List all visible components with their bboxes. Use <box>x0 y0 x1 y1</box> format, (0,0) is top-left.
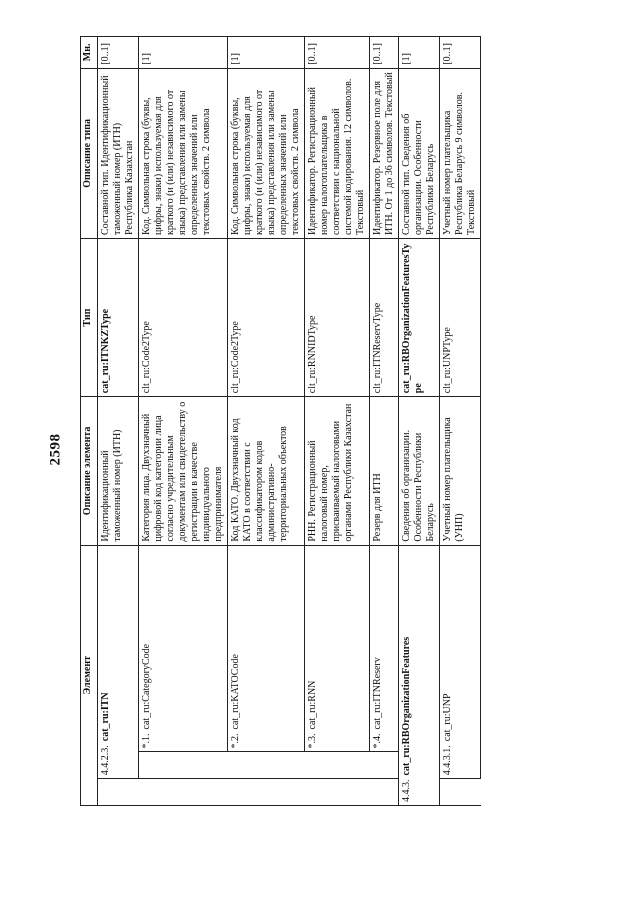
table-row <box>399 37 440 806</box>
type-name: cat_ru:ITNKZType <box>98 239 139 397</box>
multiplicity: [1] <box>139 37 228 69</box>
type-description: Учетный номер плательщика Республика Беларусь 9 символов. Текстовый <box>440 68 481 238</box>
table-row <box>139 37 228 806</box>
type-description: Код. Символьная строка (буквы, цифры, знаки) используемая для краткого (и (или) независимого от языка) представления или замены определенных значений или текстовых свойств. 2 символа <box>139 68 228 238</box>
element-number: 4.4.3. <box>401 779 412 802</box>
indent-cell <box>139 752 228 779</box>
element-cell <box>440 545 481 779</box>
type-name: clt_ru:RNNIDType <box>305 239 370 397</box>
table-header-row <box>81 37 98 806</box>
element-name: cat_ru:ITNReserv <box>372 657 383 730</box>
multiplicity: [0..1] <box>98 37 139 69</box>
element-description: Категория лица. Двухзначный цифровой код категории лица согласно учредительным документам или свидетельству о регистрации в качестве индивидуального предпринимателя <box>139 397 228 545</box>
multiplicity: [1] <box>228 37 305 69</box>
element-description: Код КАТО. Двухзначный код КАТО в соответствии с классификатором кодов административно-территориальных объектов <box>228 397 305 545</box>
rotated-page-area <box>80 36 620 806</box>
element-cell <box>370 545 399 752</box>
element-number: 4.4.2.3. <box>100 745 111 776</box>
table-row <box>305 37 370 806</box>
type-description: Идентификатор. Резервное поле для ИТН. От 1 до 36 символов. Текстовый <box>370 68 399 238</box>
indent-cell <box>370 752 399 779</box>
multiplicity: [0..1] <box>305 37 370 69</box>
multiplicity: [1] <box>399 37 440 69</box>
element-description: Учетный номер плательщика (УНП) <box>440 397 481 545</box>
indent-cell <box>440 779 481 806</box>
indent-cell <box>98 779 139 806</box>
indent-cell <box>305 752 370 779</box>
element-name: cat_ru:KATOCode <box>230 654 241 730</box>
element-name: cat_ru:RBOrganizationFeatures <box>401 636 412 776</box>
element-description: Сведения об организации. Особенности Республики Беларусь <box>399 397 440 545</box>
indent-cell <box>139 779 228 806</box>
multiplicity: [0..1] <box>440 37 481 69</box>
header-multiplicity: Мн. <box>81 37 98 69</box>
element-cell <box>399 545 440 805</box>
table-row <box>228 37 305 806</box>
type-description: Идентификатор. Регистрационный номер налогоплательщика в соответствии с национальной системой кодирования. 12 символов. Текстовый <box>305 68 370 238</box>
element-number: *.4. <box>372 733 383 749</box>
type-description: Составной тип. Идентификационный таможенный номер (ИТН) Республика Казахстан <box>98 68 139 238</box>
element-cell <box>139 545 228 752</box>
header-element: Элемент <box>81 545 98 805</box>
header-type: Тип <box>81 239 98 397</box>
indent-cell <box>370 779 399 806</box>
element-name: cat_ru:UNP <box>442 693 453 742</box>
element-number: 4.4.3.1. <box>442 745 453 776</box>
table-row <box>98 37 139 806</box>
type-description: Составной тип. Сведения об организации. Особенности Республики Беларусь <box>399 68 440 238</box>
element-cell <box>98 545 139 779</box>
page-number: 2598 <box>47 433 64 466</box>
type-name: cat_ru:RBOrganizationFeaturesType <box>399 239 440 397</box>
table-row <box>370 37 399 806</box>
header-type-description: Описание типа <box>81 68 98 238</box>
element-number: *.2. <box>230 733 241 749</box>
element-cell <box>305 545 370 752</box>
header-element-description: Описание элемента <box>81 397 98 545</box>
element-name: cat_ru:RNN <box>307 680 318 730</box>
indent-cell <box>228 752 305 779</box>
type-description: Код. Символьная строка (буквы, цифры, знаки) используемая для краткого (и (или) независимого от языка) представления или замены определенных значений или текстовых свойств. 2 символа <box>228 68 305 238</box>
elements-table <box>80 36 481 806</box>
element-number: *.3. <box>307 733 318 749</box>
multiplicity: [0..1] <box>370 37 399 69</box>
type-name: clt_ru:Code2Type <box>228 239 305 397</box>
type-name: clt_ru:ITNReservType <box>370 239 399 397</box>
type-name: clt_ru:UNPType <box>440 239 481 397</box>
element-description: РНН. Регистрационный налоговый номер, присваиваемый налоговыми органами Республики Казахстан <box>305 397 370 545</box>
element-number: *.1. <box>141 733 152 749</box>
element-description: Резерв для ИТН <box>370 397 399 545</box>
indent-cell <box>305 779 370 806</box>
indent-cell <box>228 779 305 806</box>
table-row <box>440 37 481 806</box>
type-name: clt_ru:Code2Type <box>139 239 228 397</box>
table-body <box>98 37 481 806</box>
rotated-table-wrapper <box>80 36 620 806</box>
element-name: cat_ru:ITN <box>100 692 111 742</box>
element-name: cat_ru:CategoryCode <box>141 643 152 730</box>
element-description: Идентификационный таможенный номер (ИТН) <box>98 397 139 545</box>
element-cell <box>228 545 305 752</box>
